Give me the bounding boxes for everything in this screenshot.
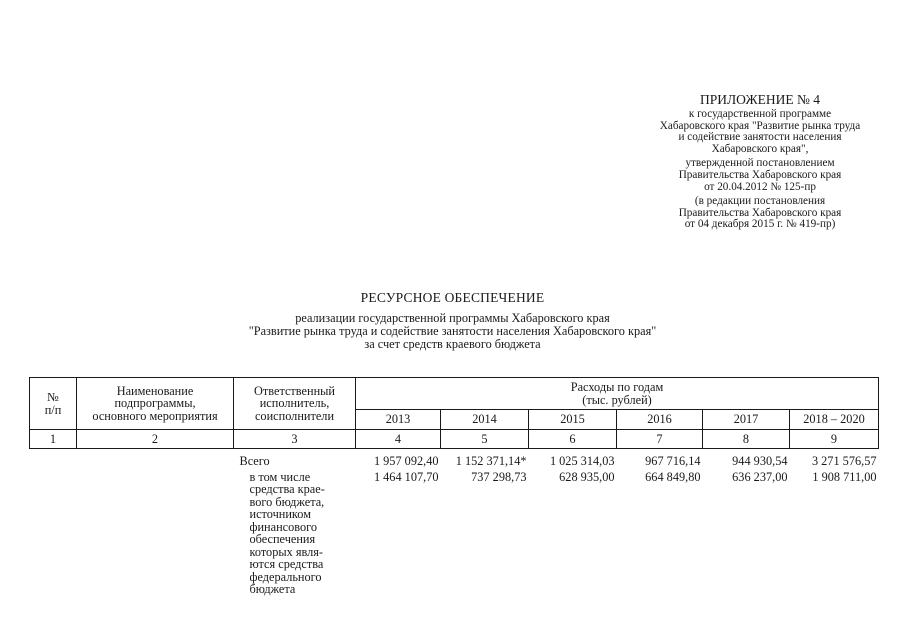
row-label-line: которых явля- [249, 544, 324, 559]
table-cell: 967 716,14 [645, 454, 701, 468]
header-responsible [234, 378, 356, 430]
column-number: 3 [234, 430, 356, 449]
row-label-line: средства крае- [249, 482, 325, 496]
column-number: 7 [617, 430, 703, 449]
appendix-line: от 20.04.2012 № 125-пр [704, 180, 816, 193]
header-year: 2013 [356, 410, 441, 430]
column-number-row [30, 430, 879, 449]
table-cell: 628 935,00 [559, 469, 615, 484]
appendix-line: Хабаровского края", [711, 142, 809, 155]
row-label-line: вого бюджета, [249, 494, 325, 509]
header-year: 2017 [703, 410, 790, 430]
table-cell: 1 908 711,00 [812, 469, 877, 484]
column-number: 1 [30, 430, 77, 449]
heading-line: "Развитие рынка труда и содействие занятости населения Хабаровского края" [248, 324, 657, 338]
appendix-line: Хабаровского края "Развитие рынка труда [659, 119, 861, 132]
column-number: 2 [77, 430, 234, 449]
row-label [234, 455, 356, 468]
appendix-line: Правительства Хабаровского края [678, 168, 842, 181]
appendix-line: к государственной программе [688, 108, 832, 120]
table-cell: 1 464 107,70 [373, 469, 439, 484]
header-responsible-line: исполнитель, [259, 396, 330, 411]
table-cell: 1 152 371,14* [455, 454, 527, 468]
row-label-line: федерального [249, 569, 322, 584]
appendix-line: от 04 декабря 2015 г. № 419-пр) [684, 218, 836, 231]
header-year: 2016 [617, 410, 703, 430]
heading-line: за счет средств краевого бюджета [364, 337, 541, 351]
header-name [77, 378, 234, 430]
table-cell: 1 957 092,40 [373, 454, 439, 468]
table-cell: 664 849,80 [645, 469, 701, 484]
row-label-line: бюджета [249, 582, 296, 596]
header-expenses [356, 378, 879, 410]
header-year: 2014 [441, 410, 529, 430]
row-label-line: обеспечения [249, 532, 316, 546]
table-cell: 737 298,73 [471, 469, 527, 484]
header-year: 2018 – 2020 [790, 410, 879, 430]
appendix-block [640, 92, 880, 231]
header-name-line: Наименование [116, 383, 194, 398]
column-number: 5 [441, 430, 529, 449]
document-title: РЕСУРСНОЕ ОБЕСПЕЧЕНИЕ [360, 290, 545, 305]
header-num [30, 378, 77, 430]
row-label-line: ются средства [249, 557, 324, 571]
column-number: 4 [356, 430, 441, 449]
header-expenses-line: Расходы по годам [570, 380, 664, 394]
column-number: 8 [703, 430, 790, 449]
row-label-line: источником [249, 507, 311, 521]
column-number: 6 [529, 430, 617, 449]
header-num-line: п/п [44, 402, 62, 417]
table-row [30, 471, 879, 596]
row-label-line: финансового [249, 519, 318, 534]
appendix-line: Правительства Хабаровского края [678, 206, 842, 219]
appendix-line: (в редакции постановления [694, 195, 826, 208]
table-cell: 3 271 576,57 [811, 454, 877, 468]
appendix-line: и содействие занятости населения [678, 131, 842, 144]
header-responsible-line: Ответственный [254, 383, 335, 398]
resource-table [29, 377, 879, 596]
table-cell: 1 025 314,03 [549, 454, 615, 468]
heading-line: реализации государственной программы Хабаровского края [295, 311, 610, 325]
table-row [30, 455, 879, 468]
table-cell: 636 237,00 [732, 469, 788, 484]
header-name-line: основного мероприятия [92, 408, 218, 423]
header-year: 2015 [529, 410, 617, 430]
row-label-line: в том числе [249, 469, 311, 484]
header-expenses-line: (тыс. рублей) [582, 392, 652, 407]
row-label-line: Всего [239, 454, 270, 468]
header-name-line: подпрограммы, [114, 396, 196, 411]
table-cell: 944 930,54 [732, 454, 788, 468]
header-num-line: № [47, 390, 59, 404]
row-label [234, 471, 356, 596]
appendix-title: ПРИЛОЖЕНИЕ № 4 [699, 92, 821, 107]
column-number: 9 [790, 430, 879, 449]
appendix-line: утвержденной постановлением [685, 157, 835, 170]
header-responsible-line: соисполнители [254, 408, 335, 423]
